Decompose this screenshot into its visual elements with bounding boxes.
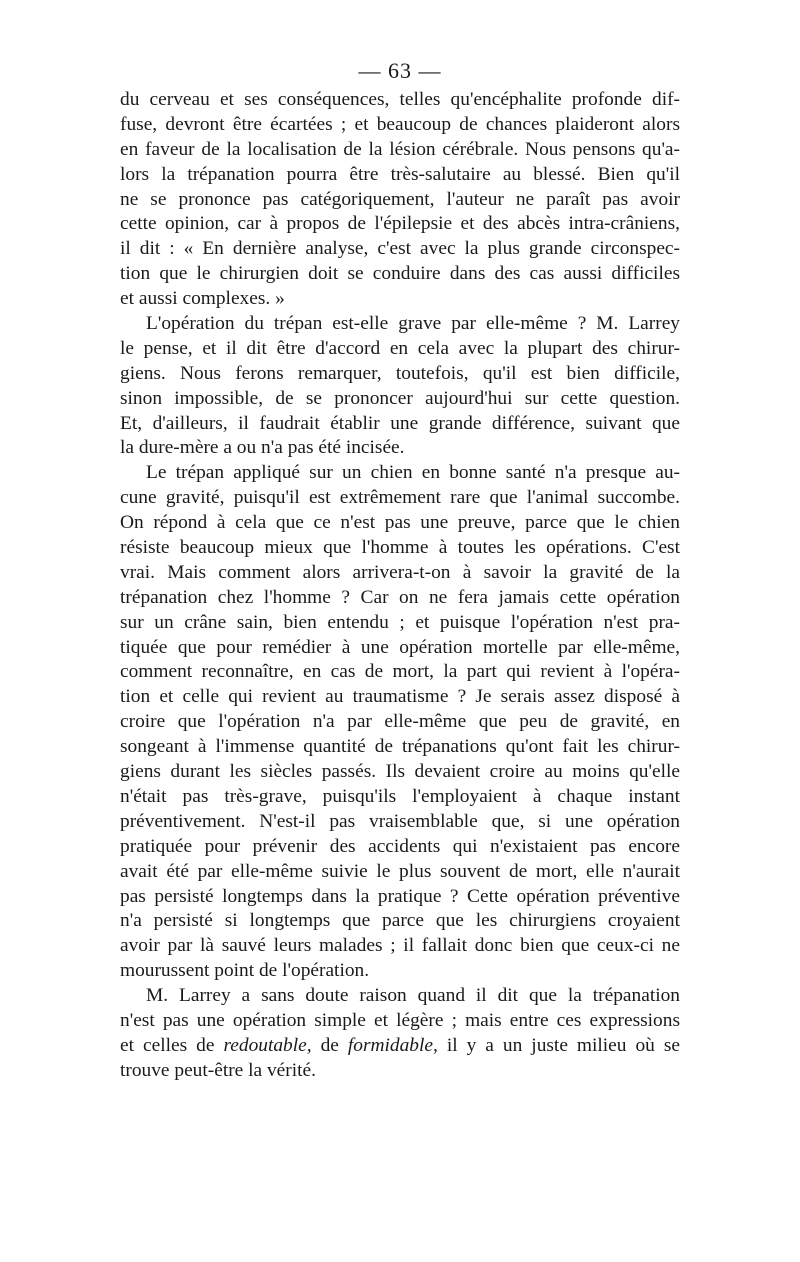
text-line: cune gravité, puisqu'il est extrêmement rare que l'animal succombe. xyxy=(120,487,680,509)
text-line: mourussent point de l'opération. xyxy=(120,960,370,982)
text-line: du cerveau et ses conséquences, telles qu'encéphalite profonde dif- xyxy=(120,89,680,110)
text-line: en faveur de la localisation de la lésion cérébrale. Nous pensons qu'a- xyxy=(120,138,680,160)
italic-word: redoutable, xyxy=(223,1034,312,1056)
text-line: fuse, devront être écartées ; et beaucoup de chances plaideront alors xyxy=(120,113,680,135)
text-line: L'opération du trépan est-elle grave par elle-même ? M. Larrey xyxy=(146,313,680,335)
text-line: la dure-mère a ou n'a pas été incisée. xyxy=(120,437,405,459)
text-segment: de xyxy=(311,1034,348,1056)
text-line-italic xyxy=(120,1034,680,1059)
text-line: giens. Nous ferons remarquer, toutefois, qu'il est bien difficile, xyxy=(120,362,680,384)
text-line: trépanation chez l'homme ? Car on ne fera jamais cette opération xyxy=(120,586,680,608)
text-line: trouve peut-être la vérité. xyxy=(120,1059,316,1081)
text-line: comment reconnaître, en cas de mort, la part qui revient à l'opéra- xyxy=(120,661,680,683)
text-line: pratiquée pour prévenir des accidents qui n'existaient pas encore xyxy=(120,835,680,857)
italic-word: formidable, xyxy=(347,1034,438,1056)
text-line: tiquée que pour remédier à une opération mortelle par elle-même, xyxy=(120,636,680,658)
text-line: Et, d'ailleurs, il faudrait établir une grande différence, suivant que xyxy=(120,412,680,434)
text-line: vrai. Mais comment alors arrivera-t-on à savoir la gravité de la xyxy=(120,561,680,583)
text-line: sinon impossible, de se prononcer aujourd'hui sur cette question. xyxy=(120,387,680,409)
page-number: — 63 — xyxy=(358,58,442,83)
text-line: M. Larrey a sans doute raison quand il dit que la trépanation xyxy=(146,985,680,1007)
text-line: tion et celle qui revient au traumatisme ? Je serais assez disposé à xyxy=(120,686,680,708)
body-text xyxy=(120,88,680,1084)
text-line: croire que l'opération n'a par elle-même que peu de gravité, en xyxy=(120,711,680,733)
text-line: n'a persisté si longtemps que parce que les chirurgiens croyaient xyxy=(120,910,680,932)
text-line: cette opinion, car à propos de l'épilepsie et des abcès intra-crâniens, xyxy=(120,213,680,235)
text-line: préventivement. N'est-il pas vraisemblable que, si une opération xyxy=(120,810,680,832)
text-line: avoir par là sauvé leurs malades ; il fallait donc bien que ceux-ci ne xyxy=(120,935,680,957)
text-line: On répond à cela que ce n'est pas une preuve, parce que le chien xyxy=(120,512,680,534)
text-line: ne se prononce pas catégoriquement, l'auteur ne paraît pas avoir xyxy=(120,188,680,210)
text-line: et aussi complexes. » xyxy=(120,288,285,310)
text-segment: il y a un juste milieu où se xyxy=(437,1034,680,1056)
text-line: résiste beaucoup mieux que l'homme à toutes les opérations. C'est xyxy=(120,537,680,559)
text-line: avait été par elle-même suivie le plus souvent de mort, elle n'aurait xyxy=(120,860,680,882)
text-line: sur un crâne sain, bien entendu ; et puisque l'opération n'est pra- xyxy=(120,611,680,633)
text-line: n'est pas une opération simple et légère ; mais entre ces expressions xyxy=(120,1009,680,1031)
text-line: lors la trépanation pourra être très-salutaire au blessé. Bien qu'il xyxy=(120,163,680,185)
text-line: Le trépan appliqué sur un chien en bonne santé n'a presque au- xyxy=(146,462,680,484)
text-line: tion que le chirurgien doit se conduire dans des cas aussi difficiles xyxy=(120,263,680,285)
text-line: il dit : « En dernière analyse, c'est avec la plus grande circonspec- xyxy=(120,238,680,260)
text-line: n'était pas très-grave, puisqu'ils l'employaient à chaque instant xyxy=(120,785,680,807)
text-line: giens durant les siècles passés. Ils devaient croire au moins qu'elle xyxy=(120,761,680,783)
text-segment: et celles de xyxy=(120,1034,224,1056)
text-line: songeant à l'immense quantité de trépanations qu'ont fait les chirur- xyxy=(120,736,680,758)
text-line: le pense, et il dit être d'accord en cela avec la plupart des chirur- xyxy=(120,337,680,359)
text-line: pas persisté longtemps dans la pratique ? Cette opération préventive xyxy=(120,885,680,907)
